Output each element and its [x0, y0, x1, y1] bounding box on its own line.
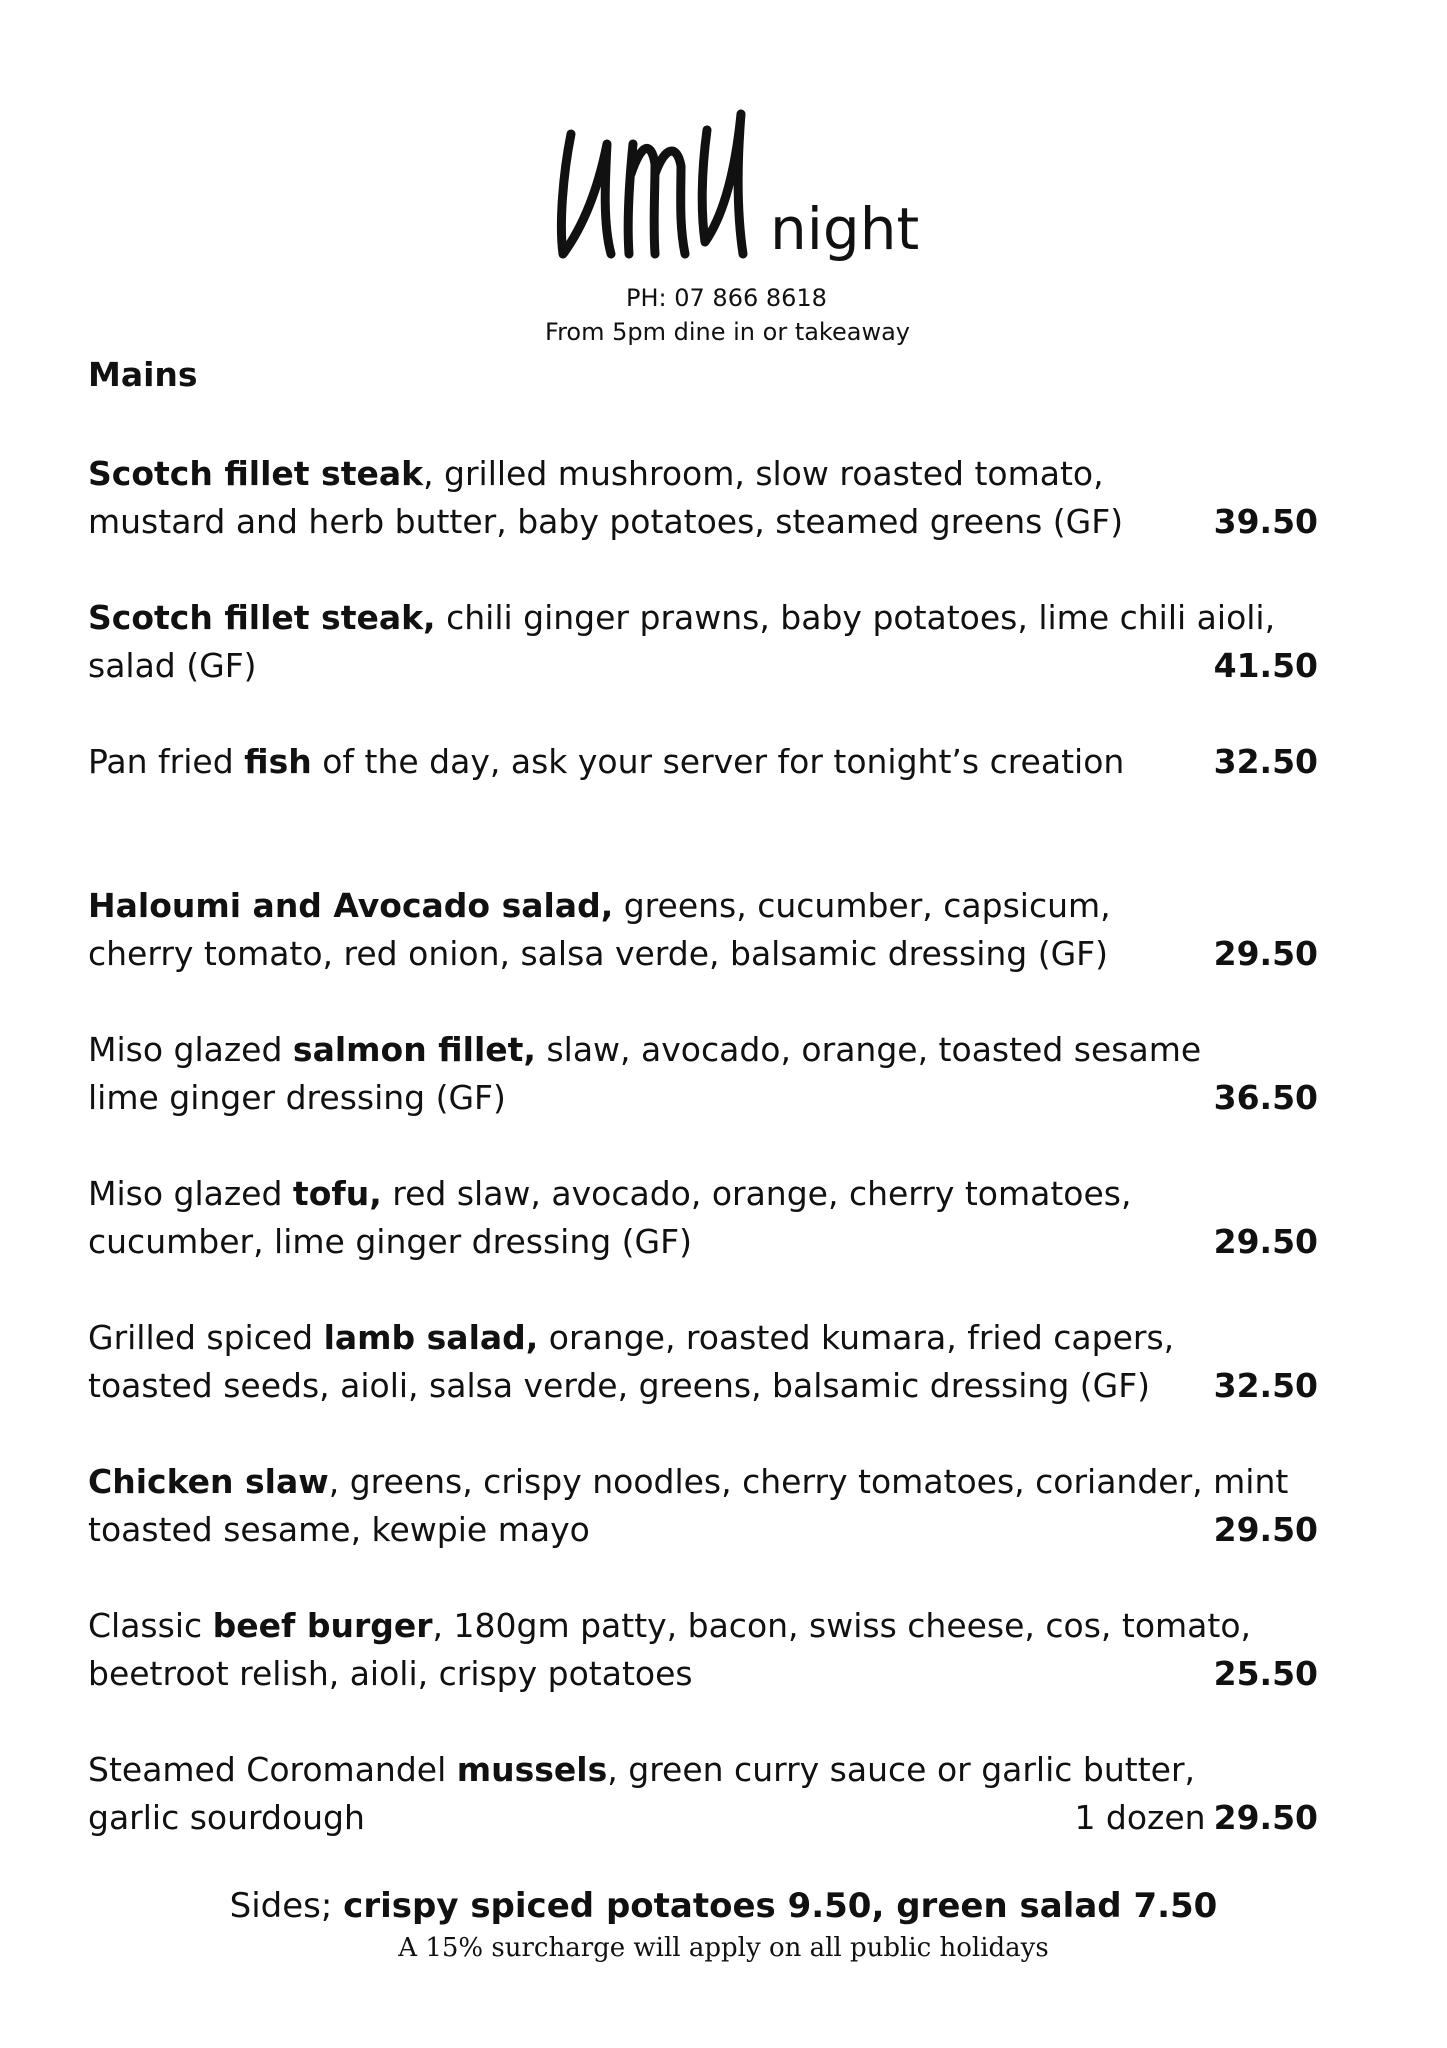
menu-item-price-group — [1214, 930, 1318, 978]
menu-item-price-group — [1214, 1650, 1318, 1698]
menu-item — [88, 738, 1318, 786]
menu-item-dish-name: Haloumi and Avocado salad, — [88, 886, 614, 925]
menu-item-price: 32.50 — [1213, 742, 1318, 781]
menu-item — [88, 882, 1318, 978]
menu-item-price-group — [1214, 1218, 1318, 1266]
menu-item-description: beetroot relish, aioli, crispy potatoes — [88, 1654, 693, 1693]
menu-item-price: 39.50 — [1213, 502, 1318, 541]
section-title-mains: Mains — [88, 355, 198, 394]
menu-item-price: 29.50 — [1213, 1798, 1318, 1837]
menu-item-line — [88, 1026, 1318, 1074]
menu-item-description: toasted seeds, aioli, salsa verde, greens, balsamic dressing (GF) — [88, 1366, 1151, 1405]
menu-item-price-group — [1214, 738, 1318, 786]
menu-item-description: toasted sesame, kewpie mayo — [88, 1510, 590, 1549]
menu-item-line — [88, 1362, 1318, 1410]
menu-item-dish-name: tofu, — [292, 1174, 382, 1213]
menu-item-price-group — [1214, 1506, 1318, 1554]
menu-item — [88, 1314, 1318, 1410]
menu-item-description: Pan fried — [88, 742, 245, 781]
surcharge-note: A 15% surcharge will apply on all public holidays — [398, 1933, 1049, 1963]
menu-item-line — [88, 642, 1318, 690]
menu-item-price: 29.50 — [1213, 1510, 1318, 1549]
sides-prefix: Sides; — [229, 1886, 344, 1926]
menu-item-dish-name: fish — [244, 742, 312, 781]
menu-item-line — [88, 594, 1318, 642]
menu-item-dish-name: Scotch fillet steak — [88, 454, 424, 493]
menu-item-line — [88, 882, 1318, 930]
menu-item-dish-name: Chicken slaw — [88, 1462, 329, 1501]
menu-item-description: orange, roasted kumara, fried capers, — [538, 1318, 1175, 1357]
menu-item-description: cucumber, lime ginger dressing (GF) — [88, 1222, 692, 1261]
menu-item-dish-name: Scotch fillet steak, — [88, 598, 436, 637]
menu-item — [88, 1026, 1318, 1122]
menu-item-line — [88, 1506, 1318, 1554]
menu-item-dish-name: beef burger — [212, 1606, 433, 1645]
menu-item-price: 32.50 — [1213, 1366, 1318, 1405]
phone-number: PH: 07 866 8618 — [626, 284, 827, 312]
menu-item — [88, 450, 1318, 546]
menu-item-description: Steamed Coromandel — [88, 1750, 457, 1789]
menu-item — [88, 1458, 1318, 1554]
menu-item-price-group — [1214, 1074, 1318, 1122]
menu-item-line — [88, 1650, 1318, 1698]
menu-item-description: garlic sourdough — [88, 1798, 365, 1837]
menu-item-description: Miso glazed — [88, 1174, 293, 1213]
menu-item-dish-name: salmon fillet, — [292, 1030, 536, 1069]
menu-item-description: chili ginger prawns, baby potatoes, lime chili aioli, — [435, 598, 1276, 637]
menu-item-line — [88, 1170, 1318, 1218]
menu-item-description: greens, cucumber, capsicum, — [613, 886, 1111, 925]
menu-item-price: 36.50 — [1213, 1078, 1318, 1117]
menu-item-price-group — [1074, 1794, 1318, 1842]
menu-item-description: salad (GF) — [88, 646, 257, 685]
menu-item-price: 41.50 — [1213, 646, 1318, 685]
menu-item-description: , greens, crispy noodles, cherry tomatoes, coriander, mint — [328, 1462, 1289, 1501]
menu-item-price: 29.50 — [1213, 1222, 1318, 1261]
restaurant-logo — [555, 104, 965, 274]
menu-item-description: lime ginger dressing (GF) — [88, 1078, 506, 1117]
menu-item-price-group — [1214, 642, 1318, 690]
menu-item-description: Miso glazed — [88, 1030, 293, 1069]
menu-item-dish-name: lamb salad, — [323, 1318, 539, 1357]
opening-hours: From 5pm dine in or takeaway — [545, 318, 910, 346]
menu-item — [88, 594, 1318, 690]
menu-item-price: 29.50 — [1213, 934, 1318, 973]
menu-item — [88, 1746, 1318, 1842]
menu-item-description: Grilled spiced — [88, 1318, 324, 1357]
menu-item-description: Classic — [88, 1606, 213, 1645]
menu-item-quantity: 1 dozen — [1074, 1798, 1206, 1837]
menu-item-description: , green curry sauce or garlic butter, — [607, 1750, 1195, 1789]
menu-item-line — [88, 1314, 1318, 1362]
menu-item-line — [88, 1074, 1318, 1122]
menu-item-price: 25.50 — [1213, 1654, 1318, 1693]
menu-item-description: , 180gm patty, bacon, swiss cheese, cos, tomato, — [432, 1606, 1252, 1645]
menu-item-description: mustard and herb butter, baby potatoes, steamed greens (GF) — [88, 502, 1124, 541]
menu-item-description: of the day, ask your server for tonight’s creation — [311, 742, 1125, 781]
menu-item-line — [88, 450, 1318, 498]
menu-item-description: slaw, avocado, orange, toasted sesame — [535, 1030, 1202, 1069]
menu-item-line — [88, 1746, 1318, 1794]
menu-item-price-group — [1214, 498, 1318, 546]
menu-item-dish-name: mussels — [456, 1750, 608, 1789]
menu-item — [88, 1170, 1318, 1266]
menu-item-line — [88, 1602, 1318, 1650]
menu-item-line — [88, 930, 1318, 978]
menu-item-price-group — [1214, 1362, 1318, 1410]
logo-subtitle: night — [770, 195, 920, 263]
logo-script-wordmark — [555, 104, 775, 274]
menu-item-line — [88, 1458, 1318, 1506]
menu-item-description: , grilled mushroom, slow roasted tomato, — [423, 454, 1104, 493]
menu-item-line — [88, 498, 1318, 546]
menu-item-line — [88, 1218, 1318, 1266]
sides-items: crispy spiced potatoes 9.50, green salad 7.50 — [343, 1886, 1218, 1926]
sides-line — [0, 1886, 1447, 1926]
menu-item-line — [88, 738, 1318, 786]
menu-item — [88, 1602, 1318, 1698]
menu-item-description: red slaw, avocado, orange, cherry tomatoes, — [381, 1174, 1132, 1213]
menu-item-description: cherry tomato, red onion, salsa verde, balsamic dressing (GF) — [88, 934, 1109, 973]
